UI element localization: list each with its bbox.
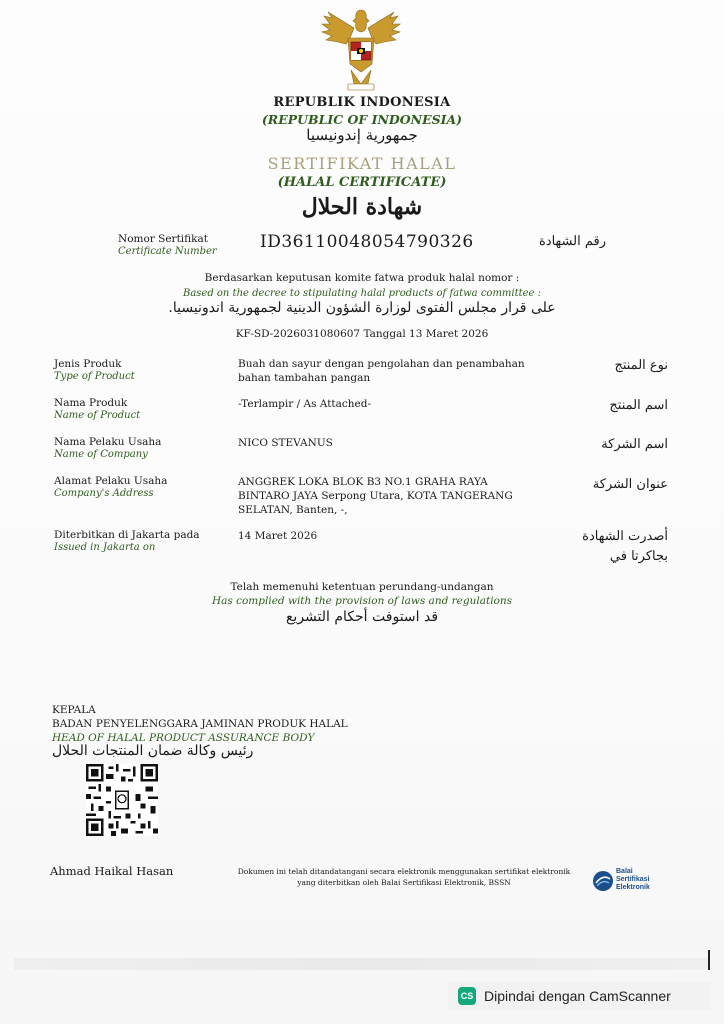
field-label-en: Name of Company [54, 449, 148, 460]
signatory-agency: BADAN PENYELENGGARA JAMINAN PRODUK HALAL [52, 718, 348, 730]
field-label-en: Issued in Jakarta on [54, 542, 156, 553]
compliance-text: Telah memenuhi ketentuan perundang-undangan [230, 581, 494, 593]
signatory-title: KEPALA [52, 704, 96, 716]
qr-code-icon [86, 764, 158, 836]
field-label: Nama Pelaku Usaha [54, 436, 162, 448]
certificate-number: ID36110048054790326 [260, 232, 474, 252]
camscanner-text: Dipindai dengan CamScanner [484, 988, 671, 1004]
field-value: BINTARO JAYA Serpong Utara, KOTA TANGERANG [238, 490, 513, 502]
bsre-logo-icon [592, 870, 614, 892]
field-label-en: Type of Product [54, 371, 135, 382]
field-label-en: Name of Product [54, 410, 141, 421]
note-line: Dokumen ini telah ditandatangani secara elektronik menggunakan sertifikat elektronik [237, 867, 571, 876]
certificate-number-label-ar: رقم الشهادة [539, 234, 606, 249]
field-label: Diterbitkan di Jakarta pada [54, 529, 200, 541]
field-label: Jenis Produk [54, 358, 122, 370]
certificate-title-ar: شهادة الحلال [301, 194, 423, 220]
field-value: NICO STEVANUS [238, 437, 333, 449]
bsre-line: Balai [616, 868, 633, 875]
certificate-title-en: (HALAL CERTIFICATE) [277, 175, 447, 190]
bsre-logo [592, 866, 666, 896]
field-label-ar: عنوان الشركة [592, 477, 668, 492]
country-title-ar: جمهورية إندونيسيا [306, 126, 418, 144]
bsre-label [616, 868, 650, 892]
field-label: Nama Produk [54, 397, 128, 409]
field-label-ar: نوع المنتج [614, 358, 668, 373]
field-label-ar: بجاكرتا في [609, 549, 668, 564]
field-value: Buah dan sayur dengan pengolahan dan penambahan [238, 358, 525, 370]
field-label-en: Company's Address [54, 488, 154, 499]
bsre-line: Sertifikasi [616, 876, 650, 883]
signatory-agency-ar: رئيس وكالة ضمان المنتجات الحلال [52, 743, 254, 759]
compliance-text-ar: قد استوفت أحكام التشريع [285, 609, 439, 625]
certificate-number-label: Nomor Sertifikat [118, 233, 208, 245]
bsre-line: Elektronik [616, 884, 650, 891]
scan-mark [708, 950, 710, 970]
garuda-emblem-icon [318, 4, 404, 94]
field-value: -Terlampir / As Attached- [238, 398, 372, 410]
basis-text-ar: على قرار مجلس الفتوى لوزارة الشؤون الدينية لجمهورية اندونيسيا. [168, 300, 556, 316]
scan-edge [14, 958, 710, 970]
certificate-title: SERTIFIKAT HALAL [267, 154, 457, 173]
field-value: SELATAN, Banten, -, [238, 504, 348, 516]
certificate-number-label-en: Certificate Number [118, 246, 217, 257]
camscanner-logo-icon: CS [458, 987, 476, 1005]
field-label-ar: اسم الشركة [601, 437, 668, 452]
field-value: ANGGREK LOKA BLOK B3 NO.1 GRAHA RAYA [238, 476, 488, 488]
basis-text-en: Based on the decree to stipulating halal products of fatwa committee : [182, 288, 542, 299]
field-label: Alamat Pelaku Usaha [54, 475, 168, 487]
field-label-ar: اسم المنتج [609, 398, 668, 413]
basis-text: Berdasarkan keputusan komite fatwa produk halal nomor : [204, 272, 520, 284]
field-value: bahan tambahan pangan [238, 372, 371, 384]
compliance-text-en: Has complied with the provision of laws and regulations [211, 595, 513, 607]
field-label-ar: أصدرت الشهادة [582, 529, 668, 544]
country-title: REPUBLIK INDONESIA [273, 95, 451, 110]
electronic-signature-note [226, 866, 582, 888]
field-value: 14 Maret 2026 [238, 530, 318, 542]
camscanner-watermark [448, 982, 710, 1010]
signatory-name: Ahmad Haikal Hasan [50, 864, 174, 878]
country-title-en: (REPUBLIC OF INDONESIA) [261, 112, 463, 127]
decree-line: KF-SD-2026031080607 Tanggal 13 Maret 2026 [235, 328, 489, 340]
note-line: yang diterbitkan oleh Balai Sertifikasi Elektronik, BSSN [297, 878, 511, 887]
signatory-agency-en: HEAD OF HALAL PRODUCT ASSURANCE BODY [52, 732, 315, 744]
